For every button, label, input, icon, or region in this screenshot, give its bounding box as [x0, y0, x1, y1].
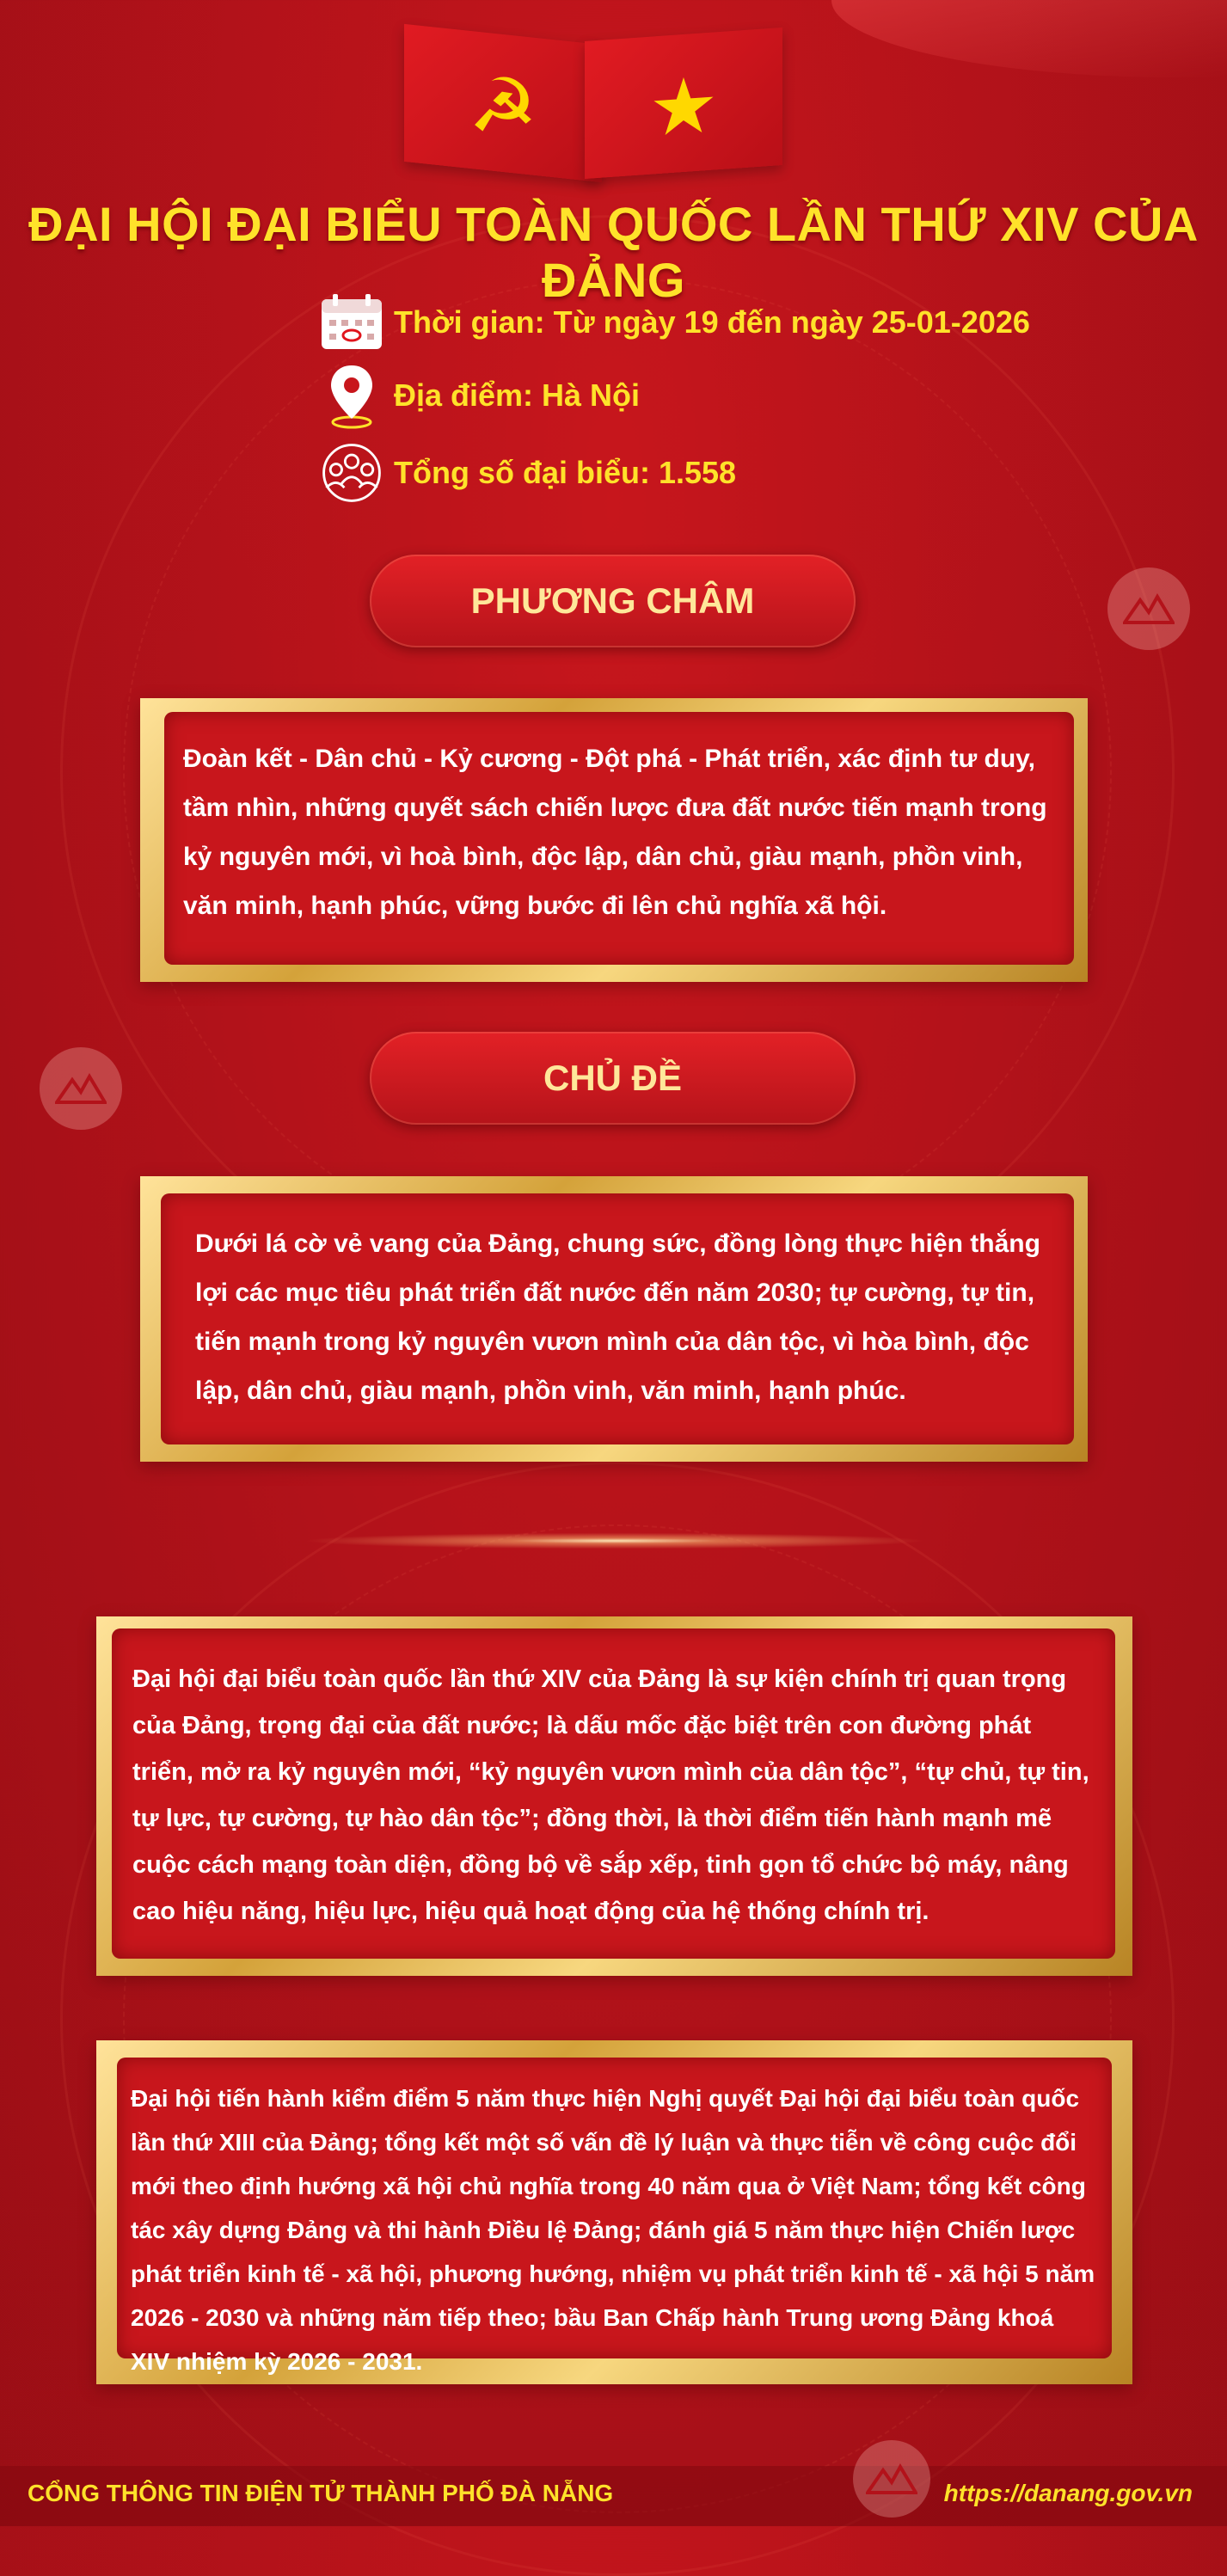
theme-text: Dưới lá cờ vẻ vang của Đảng, chung sức, đồng lòng thực hiện thắng lợi các mục tiêu phát triển đất nước đến năm 2030; tự cường, tự tin, tiến mạnh trong kỷ nguyên vươn mình của dân tộc, vì hòa bình, độc lập, dân chủ, giàu mạnh, phồn vinh, văn minh, hạnh phúc. — [195, 1230, 1040, 1405]
footer-source: CỔNG THÔNG TIN ĐIỆN TỬ THÀNH PHỐ ĐÀ NẴNG — [28, 2480, 614, 2506]
footer-url-link[interactable]: https://danang.gov.vn — [943, 2480, 1193, 2506]
decorative-ribbon — [831, 0, 1227, 77]
sparkle-divider — [249, 1531, 980, 1550]
theme-box — [140, 1176, 1088, 1462]
theme-heading: CHỦ ĐỀ — [370, 1032, 856, 1125]
paragraph1-box — [96, 1616, 1132, 1976]
paragraph2-box-inner — [117, 2058, 1112, 2375]
flags-header — [404, 34, 817, 181]
paragraph2-text: Đại hội tiến hành kiểm điểm 5 năm thực hiện Nghị quyết Đại hội đại biểu toàn quốc lần thứ XIII của Đảng; tổng kết một số vấn đề lý luận và thực tiễn về công cuộc đổi mới theo định hướng xã hội chủ nghĩa trong 40 năm qua ở Việt Nam; tổng kết công tác xây dựng Đảng và thi hành Điều lệ Đảng; đánh giá 5 năm thực hiện Chiến lược phát triển kinh tế - xã hội, phương hướng, nhiệm vụ phát triển kinh tế - xã hội 5 năm 2026 - 2030 và những năm tiếp theo; bầu Ban Chấp hành Trung ương Đảng khoá XIV nhiệm kỳ 2026 - 2031. — [131, 2085, 1095, 2375]
motto-heading: PHƯƠNG CHÂM — [370, 555, 856, 647]
party-flag — [404, 24, 602, 182]
danang-logo-icon — [40, 1047, 122, 1130]
motto-box-inner — [164, 712, 1074, 965]
star-icon: ★ — [648, 59, 719, 155]
footer — [0, 2466, 1227, 2526]
paragraph2-box — [96, 2040, 1132, 2384]
time-text: Thời gian: Từ ngày 19 đến ngày 25-01-2026 — [394, 304, 1030, 340]
danang-logo-icon — [1107, 567, 1190, 650]
people-group-icon — [316, 438, 387, 508]
page-title: ĐẠI HỘI ĐẠI BIỂU TOÀN QUỐC LẦN THỨ XIV CỦA ĐẢNG — [28, 197, 1199, 307]
national-flag — [585, 28, 782, 179]
info-place — [316, 361, 640, 430]
place-text: Địa điểm: Hà Nội — [394, 377, 641, 413]
theme-box-inner — [161, 1193, 1074, 1444]
delegates-text: Tổng số đại biểu: 1.558 — [394, 455, 737, 490]
paragraph1-box-inner — [112, 1628, 1115, 1959]
paragraph1-text: Đại hội đại biểu toàn quốc lần thứ XIV của Đảng là sự kiện chính trị quan trọng của Đảng, trọng đại của đất nước; là dấu mốc đặc biệt trên con đường phát triển, mở ra kỷ nguyên mới, “kỷ nguyên vươn mình của dân tộc”, “tự chủ, tự tin, tự lực, tự cường, tự hào dân tộc”; đồng thời, là thời điểm tiến hành mạnh mẽ cuộc cách mạng toàn diện, đồng bộ về sắp xếp, tinh gọn tổ chức bộ máy, nâng cao hiệu năng, hiệu lực, hiệu quả hoạt động của hệ thống chính trị. — [132, 1665, 1089, 1925]
info-time — [316, 288, 1030, 357]
danang-logo-icon — [853, 2440, 930, 2518]
hammer-sickle-icon: ☭ — [468, 58, 538, 156]
location-pin-icon — [316, 360, 387, 431]
info-delegates — [316, 439, 736, 507]
motto-text: Đoàn kết - Dân chủ - Kỷ cương - Đột phá - Phát triển, xác định tư duy, tầm nhìn, những quyết sách chiến lược đưa đất nước tiến mạnh trong kỷ nguyên mới, vì hoà bình, độc lập, dân chủ, giàu mạnh, phồn vinh, văn minh, hạnh phúc, vững bước đi lên chủ nghĩa xã hội. — [183, 745, 1047, 920]
motto-box — [140, 698, 1088, 982]
calendar-icon — [316, 287, 387, 358]
